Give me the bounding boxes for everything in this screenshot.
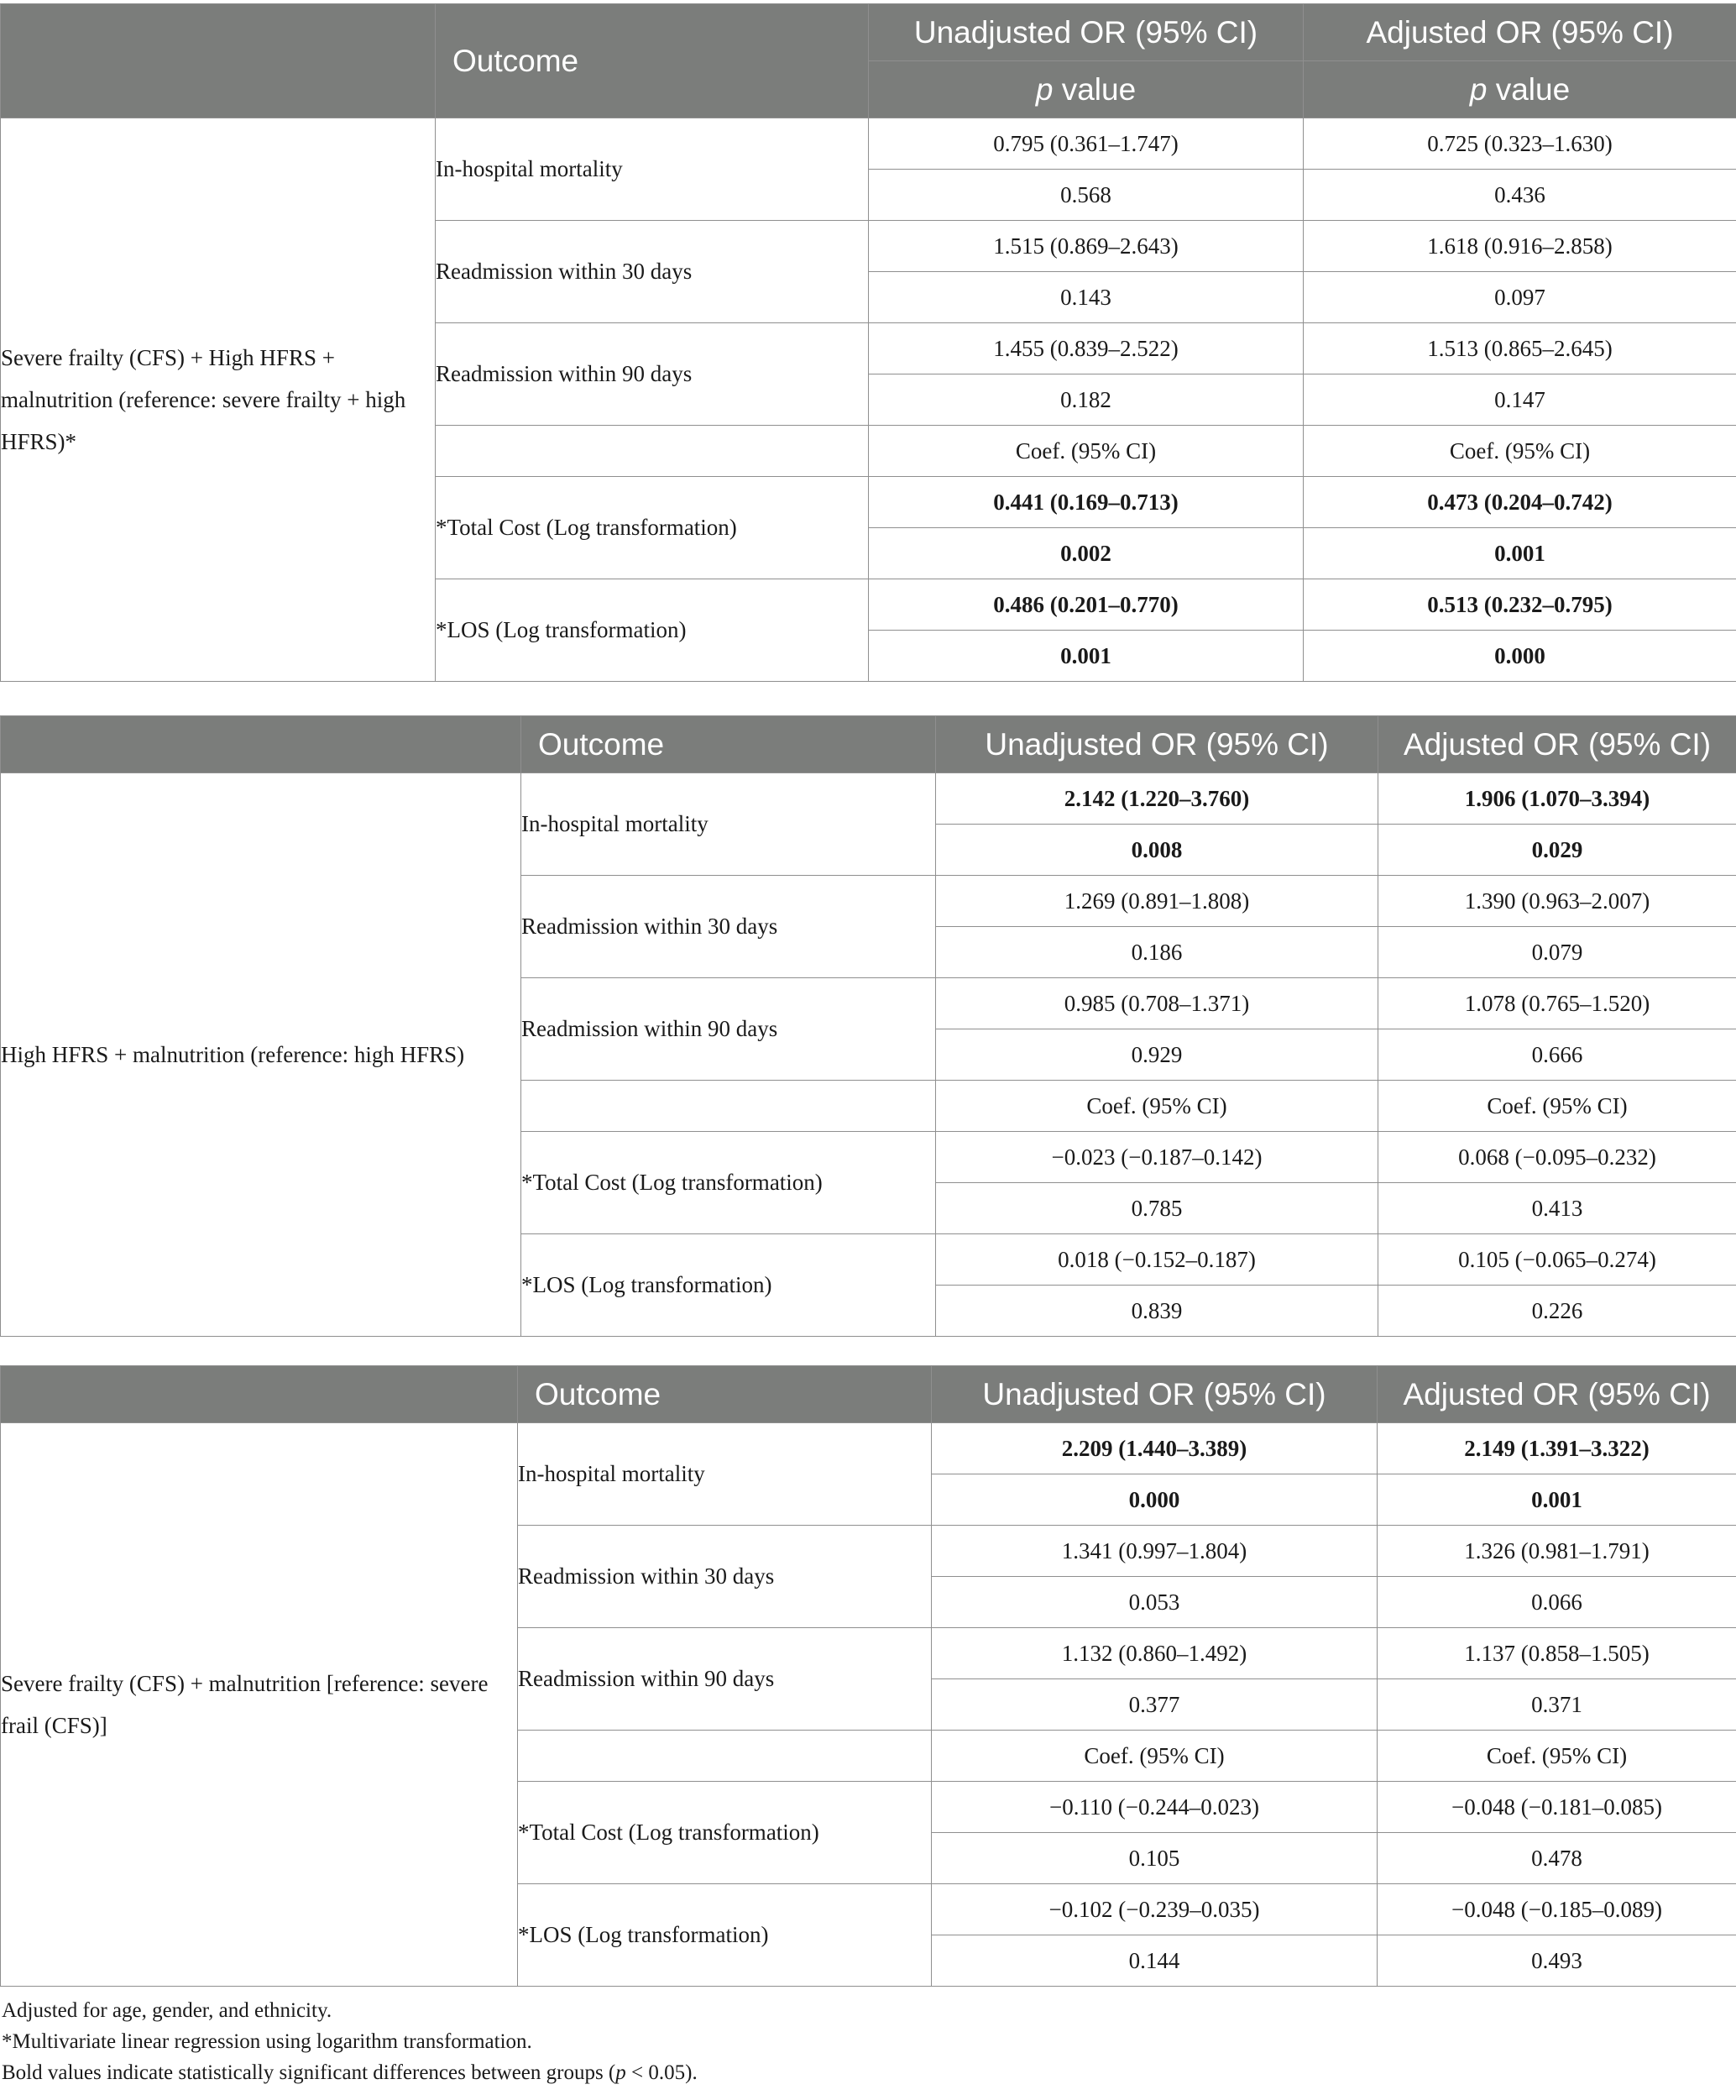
adjusted-estimate: 0.473 (0.204–0.742) [1304, 477, 1736, 528]
outcome-label: In-hospital mortality [521, 773, 936, 876]
unadjusted-estimate: 1.455 (0.839–2.522) [869, 323, 1304, 374]
exposure-label: Severe frailty (CFS) + High HFRS + malnutrition (reference: severe frailty + high HFRS)* [1, 118, 436, 682]
results-table-2 [0, 715, 1736, 1337]
exposure-label: High HFRS + malnutrition (reference: high HFRS) [1, 773, 521, 1337]
adjusted-p-value: 0.066 [1378, 1577, 1736, 1628]
adjusted-p-value: 0.666 [1378, 1029, 1736, 1081]
header-adjusted: Adjusted OR (95% CI) [1378, 1366, 1736, 1423]
coef-label-unadjusted: Coef. (95% CI) [932, 1731, 1378, 1782]
adjusted-estimate: 0.513 (0.232–0.795) [1304, 579, 1736, 631]
unadjusted-p-value: 0.000 [932, 1474, 1378, 1526]
outcome-label: *LOS (Log transformation) [518, 1884, 932, 1987]
unadjusted-estimate: 0.018 (−0.152–0.187) [936, 1234, 1378, 1286]
outcome-label: *Total Cost (Log transformation) [436, 477, 869, 579]
adjusted-p-value: 0.029 [1378, 825, 1736, 876]
exposure-label: Severe frailty (CFS) + malnutrition [reference: severe frail (CFS)] [1, 1423, 518, 1987]
adjusted-estimate: 1.618 (0.916–2.858) [1304, 221, 1736, 272]
outcome-label: *Total Cost (Log transformation) [518, 1782, 932, 1884]
unadjusted-p-value: 0.186 [936, 927, 1378, 978]
header-outcome: Outcome [436, 4, 869, 118]
adjusted-estimate: −0.048 (−0.181–0.085) [1378, 1782, 1736, 1833]
unadjusted-p-value: 0.929 [936, 1029, 1378, 1081]
unadjusted-estimate: 2.209 (1.440–3.389) [932, 1423, 1378, 1474]
results-table-3 [0, 1365, 1736, 1987]
adjusted-estimate: 0.068 (−0.095–0.232) [1378, 1132, 1736, 1183]
coef-label-unadjusted: Coef. (95% CI) [869, 426, 1304, 477]
adjusted-p-value: 0.371 [1378, 1679, 1736, 1731]
header-unadjusted: Unadjusted OR (95% CI) [936, 716, 1378, 773]
unadjusted-estimate: 1.515 (0.869–2.643) [869, 221, 1304, 272]
outcome-label: *Total Cost (Log transformation) [521, 1132, 936, 1234]
unadjusted-estimate: −0.102 (−0.239–0.035) [932, 1884, 1378, 1935]
adjusted-p-value: 0.001 [1304, 528, 1736, 579]
unadjusted-estimate: 0.486 (0.201–0.770) [869, 579, 1304, 631]
outcome-label: Readmission within 30 days [521, 876, 936, 978]
footnote-multivariate: *Multivariate linear regression using logarithm transformation. [2, 2030, 532, 2053]
adjusted-estimate: 1.390 (0.963–2.007) [1378, 876, 1736, 927]
coef-label-adjusted: Coef. (95% CI) [1378, 1081, 1736, 1132]
coef-blank-cell [518, 1731, 932, 1782]
outcome-label: Readmission within 90 days [518, 1628, 932, 1731]
unadjusted-p-value: 0.839 [936, 1286, 1378, 1337]
header-p-value-adjusted: p value [1304, 61, 1736, 118]
header-blank-cell [1, 1366, 518, 1423]
unadjusted-p-value: 0.053 [932, 1577, 1378, 1628]
coef-label-adjusted: Coef. (95% CI) [1378, 1731, 1736, 1782]
footnote-bold-values: Bold values indicate statistically significant differences between groups (p < 0.05). [2, 2061, 698, 2084]
adjusted-p-value: 0.147 [1304, 374, 1736, 426]
adjusted-estimate: 2.149 (1.391–3.322) [1378, 1423, 1736, 1474]
outcome-label: Readmission within 90 days [521, 978, 936, 1081]
adjusted-p-value: 0.097 [1304, 272, 1736, 323]
adjusted-p-value: 0.000 [1304, 631, 1736, 682]
header-outcome: Outcome [521, 716, 936, 773]
header-adjusted: Adjusted OR (95% CI) [1378, 716, 1736, 773]
adjusted-estimate: 0.725 (0.323–1.630) [1304, 118, 1736, 170]
adjusted-p-value: 0.493 [1378, 1935, 1736, 1987]
outcome-label: Readmission within 30 days [518, 1526, 932, 1628]
unadjusted-p-value: 0.182 [869, 374, 1304, 426]
adjusted-p-value: 0.478 [1378, 1833, 1736, 1884]
unadjusted-p-value: 0.008 [936, 825, 1378, 876]
unadjusted-p-value: 0.143 [869, 272, 1304, 323]
coef-label-unadjusted: Coef. (95% CI) [936, 1081, 1378, 1132]
adjusted-p-value: 0.079 [1378, 927, 1736, 978]
unadjusted-estimate: 2.142 (1.220–3.760) [936, 773, 1378, 825]
header-blank-cell [1, 716, 521, 773]
footnote-adjusted: Adjusted for age, gender, and ethnicity. [2, 1999, 332, 2022]
adjusted-estimate: 1.078 (0.765–1.520) [1378, 978, 1736, 1029]
adjusted-estimate: 1.513 (0.865–2.645) [1304, 323, 1736, 374]
unadjusted-p-value: 0.001 [869, 631, 1304, 682]
table-footnotes [2, 1995, 698, 2088]
outcome-label: Readmission within 90 days [436, 323, 869, 426]
unadjusted-estimate: 1.269 (0.891–1.808) [936, 876, 1378, 927]
adjusted-estimate: 1.137 (0.858–1.505) [1378, 1628, 1736, 1679]
coef-blank-cell [436, 426, 869, 477]
header-unadjusted: Unadjusted OR (95% CI) [869, 4, 1304, 61]
coef-blank-cell [521, 1081, 936, 1132]
unadjusted-estimate: 0.985 (0.708–1.371) [936, 978, 1378, 1029]
outcome-label: *LOS (Log transformation) [436, 579, 869, 682]
unadjusted-estimate: 0.441 (0.169–0.713) [869, 477, 1304, 528]
adjusted-estimate: 1.906 (1.070–3.394) [1378, 773, 1736, 825]
header-p-value-unadjusted: p value [869, 61, 1304, 118]
adjusted-estimate: 0.105 (−0.065–0.274) [1378, 1234, 1736, 1286]
adjusted-estimate: −0.048 (−0.185–0.089) [1378, 1884, 1736, 1935]
adjusted-p-value: 0.001 [1378, 1474, 1736, 1526]
unadjusted-p-value: 0.568 [869, 170, 1304, 221]
adjusted-p-value: 0.413 [1378, 1183, 1736, 1234]
outcome-label: In-hospital mortality [436, 118, 869, 221]
unadjusted-p-value: 0.144 [932, 1935, 1378, 1987]
unadjusted-estimate: 1.132 (0.860–1.492) [932, 1628, 1378, 1679]
adjusted-estimate: 1.326 (0.981–1.791) [1378, 1526, 1736, 1577]
outcome-label: *LOS (Log transformation) [521, 1234, 936, 1337]
unadjusted-estimate: −0.023 (−0.187–0.142) [936, 1132, 1378, 1183]
unadjusted-estimate: −0.110 (−0.244–0.023) [932, 1782, 1378, 1833]
unadjusted-p-value: 0.105 [932, 1833, 1378, 1884]
results-table-1 [0, 3, 1736, 682]
unadjusted-estimate: 1.341 (0.997–1.804) [932, 1526, 1378, 1577]
header-blank-cell [1, 4, 436, 118]
outcome-label: In-hospital mortality [518, 1423, 932, 1526]
header-outcome: Outcome [518, 1366, 932, 1423]
outcome-label: Readmission within 30 days [436, 221, 869, 323]
unadjusted-p-value: 0.785 [936, 1183, 1378, 1234]
unadjusted-estimate: 0.795 (0.361–1.747) [869, 118, 1304, 170]
adjusted-p-value: 0.226 [1378, 1286, 1736, 1337]
header-unadjusted: Unadjusted OR (95% CI) [932, 1366, 1378, 1423]
unadjusted-p-value: 0.377 [932, 1679, 1378, 1731]
unadjusted-p-value: 0.002 [869, 528, 1304, 579]
coef-label-adjusted: Coef. (95% CI) [1304, 426, 1736, 477]
header-adjusted: Adjusted OR (95% CI) [1304, 4, 1736, 61]
adjusted-p-value: 0.436 [1304, 170, 1736, 221]
